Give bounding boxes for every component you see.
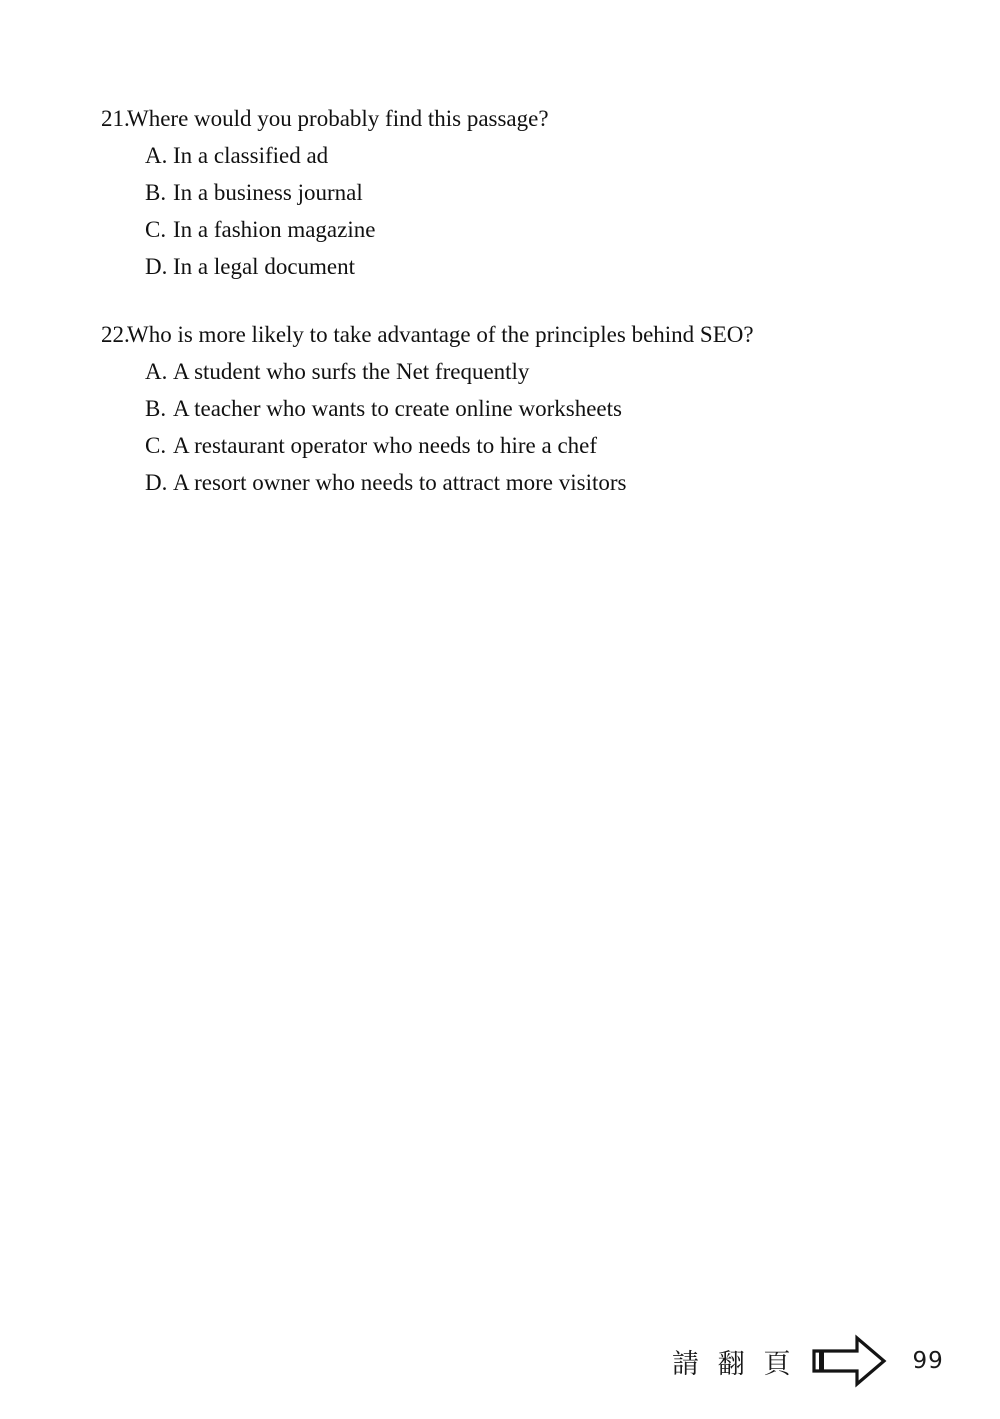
question-line [101,100,921,137]
option-label: A. [145,143,168,168]
option-text: A resort owner who needs to attract more visitors [173,470,627,495]
option-a [145,353,921,390]
turn-page-text: 請 翻 頁 [672,1348,797,1379]
option-b [145,390,921,427]
option-text: In a legal document [173,254,356,279]
question-number: 21. [101,106,130,131]
option-c [145,427,921,464]
option-label: D. [145,254,168,279]
question-21 [101,100,921,285]
option-label: B. [145,396,167,421]
option-a [145,137,921,174]
page-footer [672,1334,944,1388]
question-number: 22. [101,322,130,347]
options [145,137,921,285]
option-label: C. [145,433,167,458]
question-text: Who is more likely to take advantage of the principles behind SEO? [127,322,754,347]
options [145,353,921,501]
option-b [145,174,921,211]
option-text: A teacher who wants to create online worksheets [173,396,622,421]
page-turn-arrow-icon [811,1334,887,1388]
option-label: C. [145,217,167,242]
option-c [145,211,921,248]
option-label: D. [145,470,168,495]
question-text: Where would you probably find this passage? [127,106,549,131]
option-text: In a business journal [173,180,363,205]
option-d [145,248,921,285]
option-text: A student who surfs the Net frequently [173,359,530,384]
question-22 [101,316,921,501]
question-line [101,316,921,353]
page-number: 99 [912,1348,944,1374]
option-label: A. [145,359,168,384]
question-list [101,100,921,532]
option-d [145,464,921,501]
option-text: A restaurant operator who needs to hire a chef [173,433,598,458]
option-text: In a classified ad [173,143,329,168]
option-label: B. [145,180,167,205]
option-text: In a fashion magazine [173,217,376,242]
